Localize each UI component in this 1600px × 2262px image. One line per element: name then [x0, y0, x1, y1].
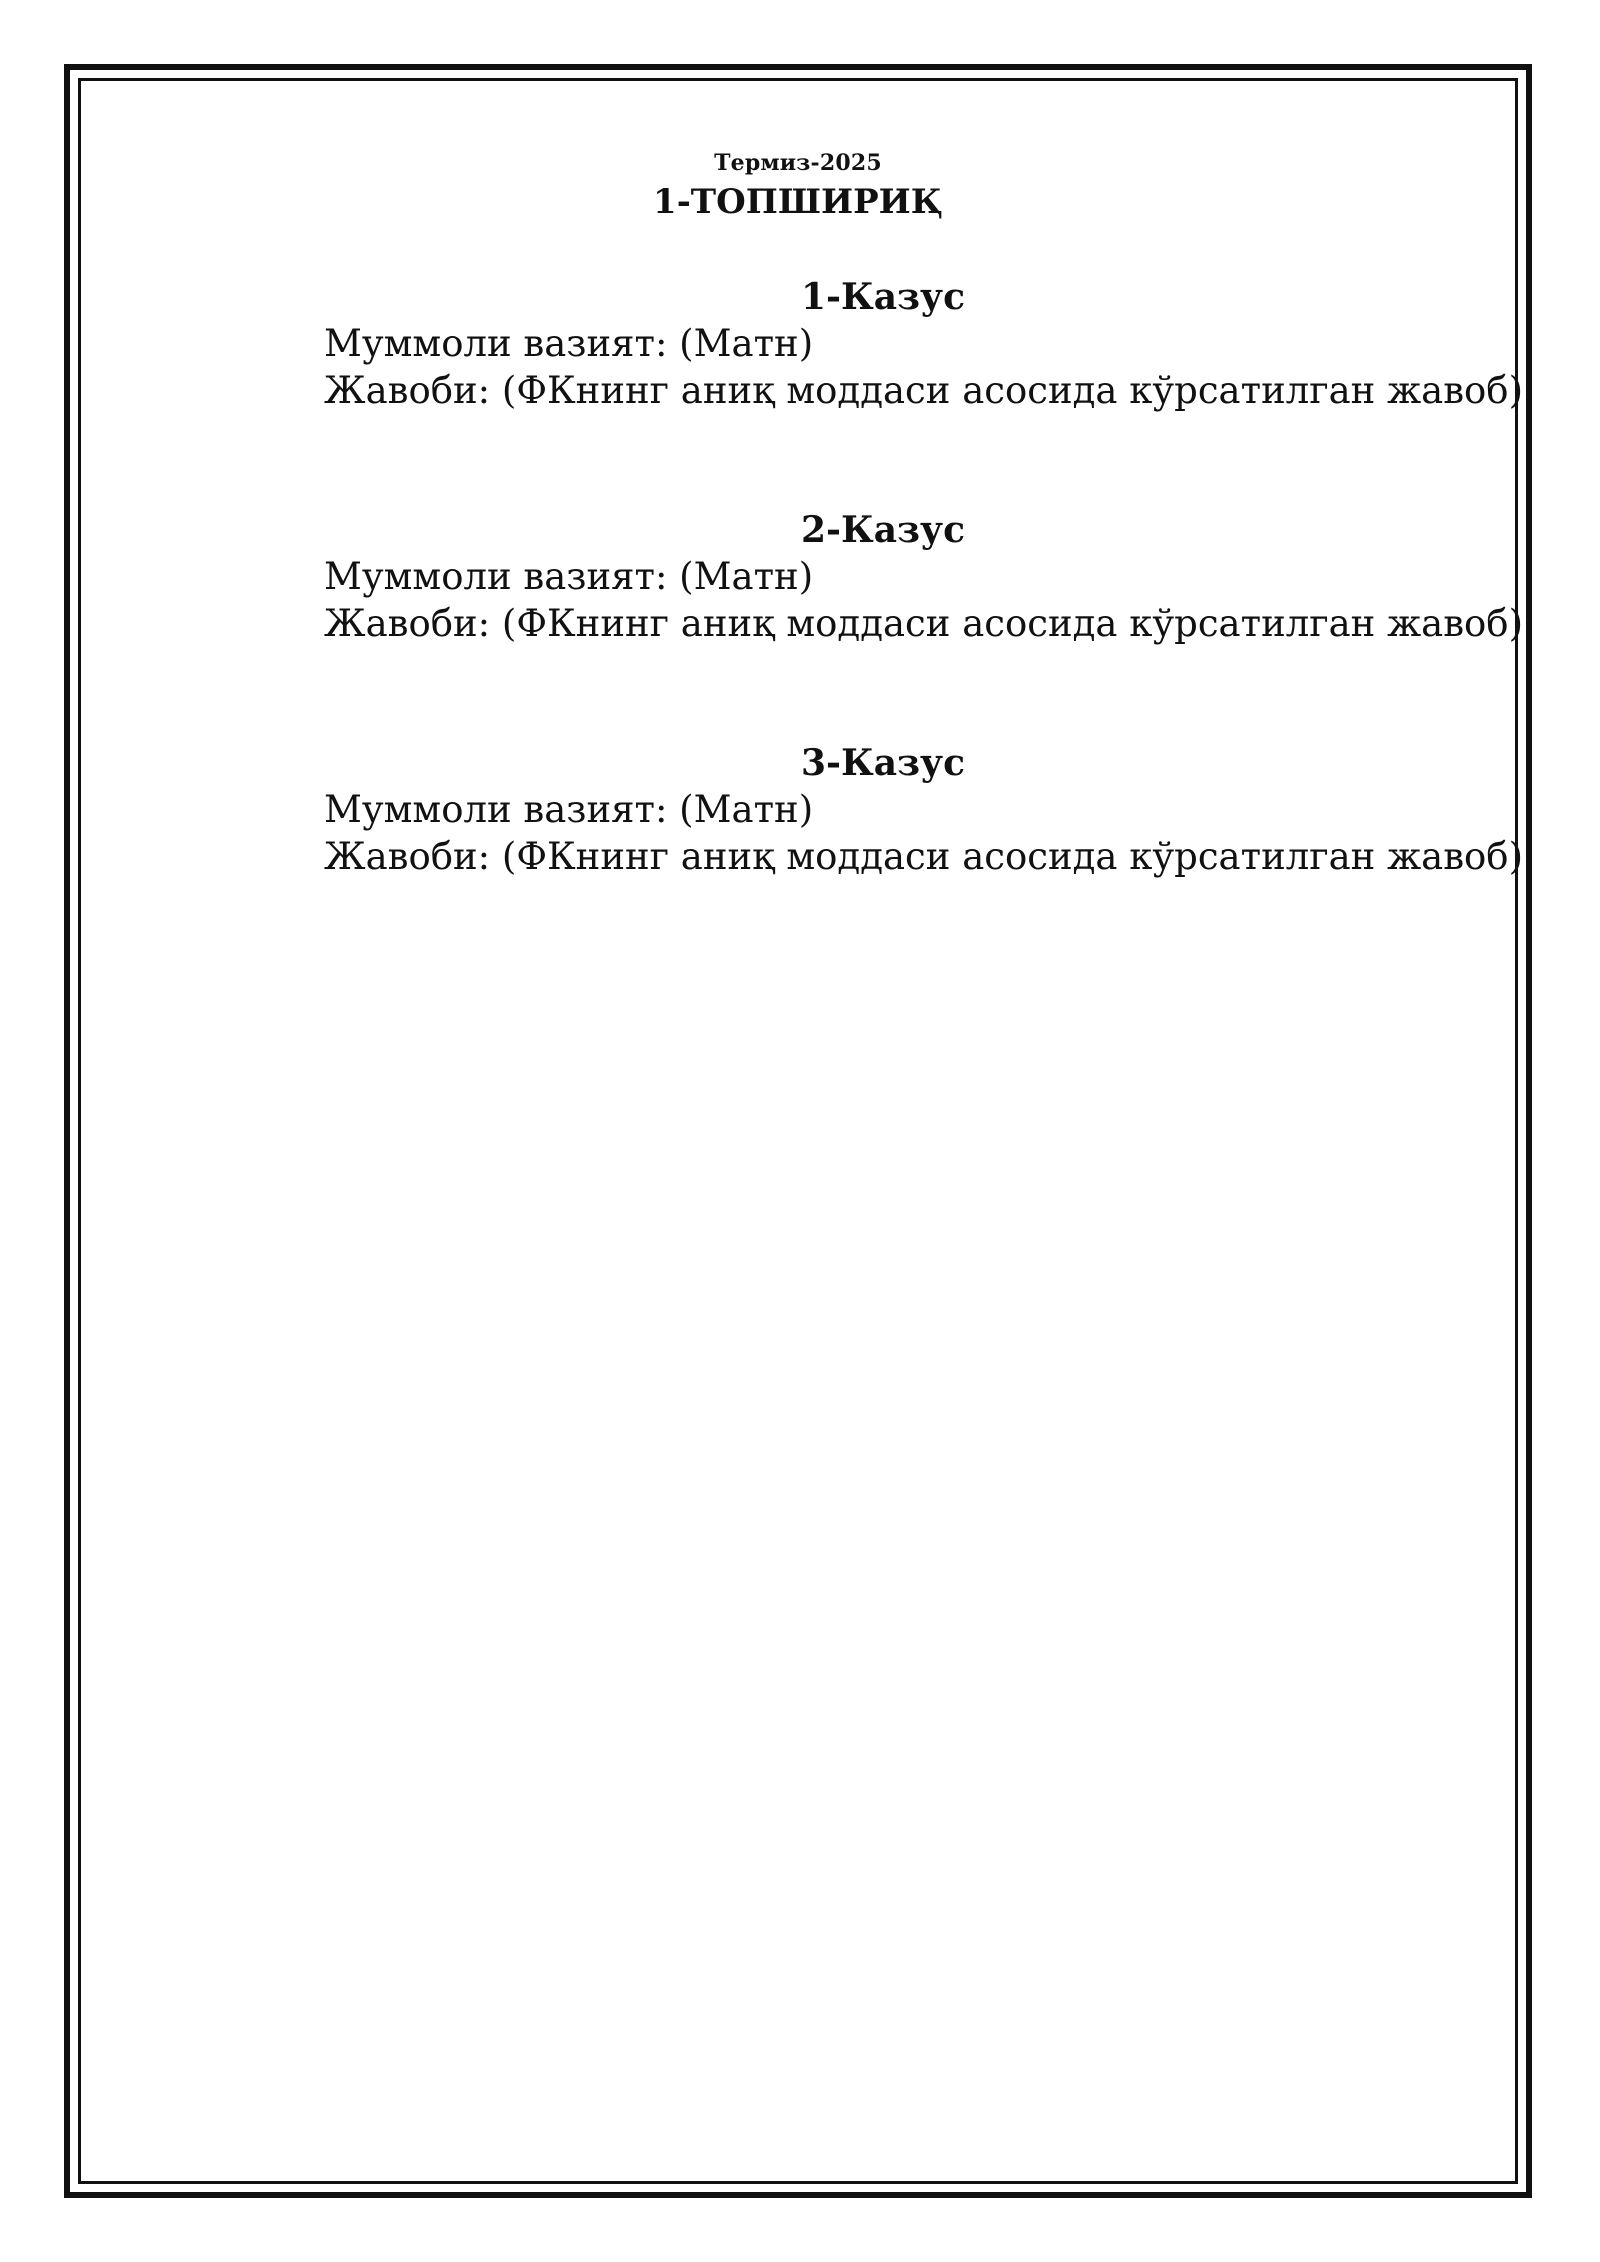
case-answer: Жавоби: (ФКнинг аниқ моддаси асосида кўрсатилган жавоб): [324, 602, 1524, 645]
case-answer: Жавоби: (ФКнинг аниқ моддаси асосида кўрсатилган жавоб): [324, 835, 1524, 878]
case-answer: Жавоби: (ФКнинг аниқ моддаси асосида кўрсатилган жавоб): [324, 369, 1524, 412]
case-title: 1-Казус: [800, 276, 965, 318]
case-problem: Муммоли вазият: (Матн): [324, 322, 814, 365]
case-block-2: [324, 507, 1524, 647]
case-block-1: [324, 274, 1524, 414]
case-title: 3-Казус: [800, 742, 965, 784]
page-title: 1-ТОПШИРИҚ: [653, 182, 943, 222]
header-city-year: Термиз-2025: [714, 150, 882, 176]
case-block-3: [324, 740, 1524, 880]
case-title: 2-Казус: [800, 509, 965, 551]
case-problem: Муммоли вазият: (Матн): [324, 555, 814, 598]
case-problem: Муммоли вазият: (Матн): [324, 788, 814, 831]
